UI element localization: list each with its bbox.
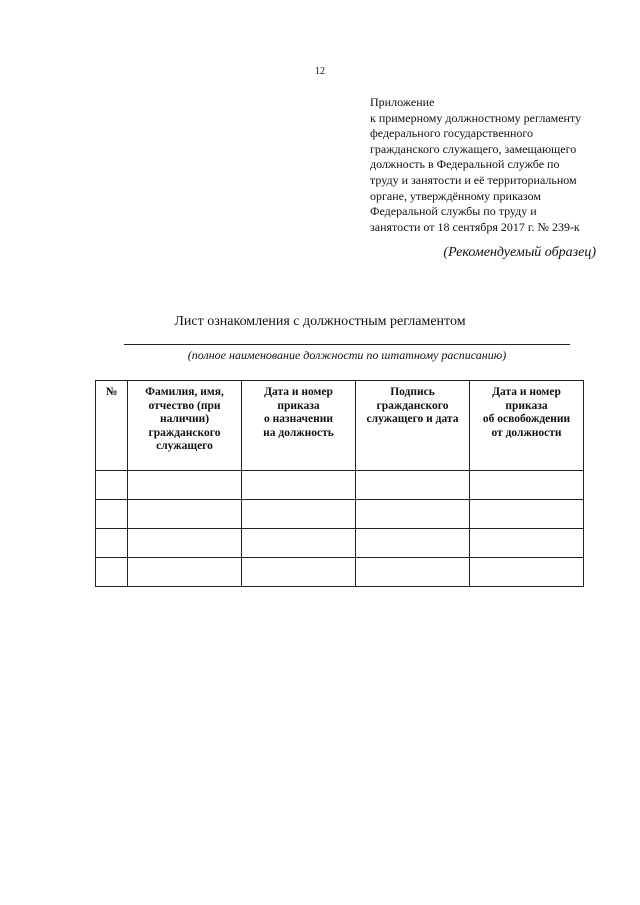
table-row	[96, 529, 584, 558]
acknowledgment-table	[95, 380, 584, 587]
table-cell	[470, 500, 584, 529]
column-header-label: №	[105, 386, 118, 398]
document-title: Лист ознакомления с должностным регламентом	[174, 314, 466, 329]
table-cell	[128, 471, 242, 500]
table-row	[96, 558, 584, 587]
appendix-line: занятости от 18 сентября 2017 г. № 239-к	[370, 219, 580, 234]
appendix-line: Федеральной службы по труду и	[370, 204, 537, 219]
table-cell	[356, 471, 470, 500]
table-cell	[128, 500, 242, 529]
table-header-row	[96, 381, 584, 471]
column-header-label: Подпись гражданского служащего и дата	[366, 386, 459, 425]
table-cell	[356, 558, 470, 587]
position-name-line	[124, 344, 570, 345]
column-header-label: Дата и номер приказа о назначении на должность	[263, 386, 334, 439]
column-header-label: Фамилия, имя, отчество (при наличии) гражданского служащего	[145, 386, 224, 452]
column-header-signature-date	[356, 381, 470, 471]
table-cell	[242, 529, 356, 558]
table-row	[96, 471, 584, 500]
column-header-full-name	[128, 381, 242, 471]
table-cell	[356, 500, 470, 529]
column-header-dismissal-order	[470, 381, 584, 471]
appendix-line: должность в Федеральной службе по	[370, 157, 560, 172]
page-number: 12	[315, 66, 325, 77]
column-header-appointment-order	[242, 381, 356, 471]
table-cell	[242, 471, 356, 500]
appendix-line: Приложение	[370, 95, 435, 109]
appendix-line: к примерному должностному регламенту	[370, 110, 582, 125]
column-header-number	[96, 381, 128, 471]
table-cell	[96, 471, 128, 500]
appendix-line: органе, утверждённому приказом	[370, 188, 541, 203]
table-cell	[96, 558, 128, 587]
position-caption: (полное наименование должности по штатному расписанию)	[187, 348, 507, 362]
table-cell	[242, 558, 356, 587]
column-header-label: Дата и номер приказа об освобождении от должности	[482, 386, 571, 439]
table-cell	[470, 471, 584, 500]
table-cell	[470, 558, 584, 587]
table-row	[96, 500, 584, 529]
appendix-line: федерального государственного	[370, 126, 534, 141]
table-cell	[96, 500, 128, 529]
table-cell	[356, 529, 470, 558]
appendix-block	[370, 95, 610, 235]
table-cell	[128, 558, 242, 587]
appendix-line: гражданского служащего, замещающего	[370, 141, 577, 156]
table-cell	[242, 500, 356, 529]
appendix-line: труду и занятости и её территориальном	[370, 172, 577, 187]
table-cell	[96, 529, 128, 558]
table-cell	[128, 529, 242, 558]
table-cell	[470, 529, 584, 558]
recommended-sample-note: (Рекомендуемый образец)	[443, 245, 596, 260]
